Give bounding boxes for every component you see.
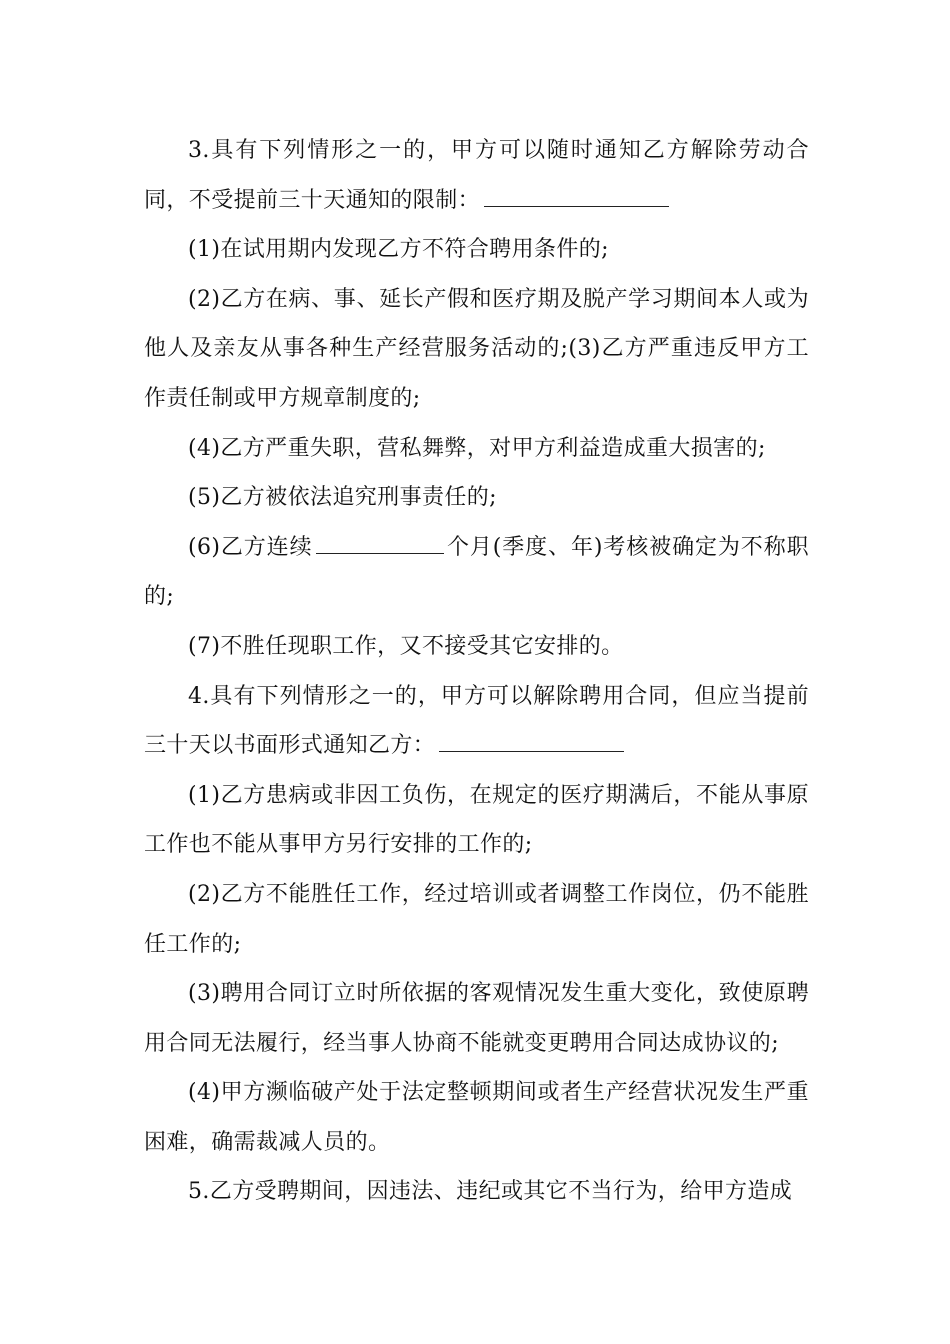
clause-text: (2)乙方不能胜任工作，经过培训或者调整工作岗位，仍不能胜任工作的; (144, 881, 809, 957)
clause-text: 5.乙方受聘期间，因违法、违纪或其它不当行为，给甲方造成 (188, 1179, 793, 1205)
clause-3-item-5 (144, 473, 809, 523)
clause-4-item-1 (144, 771, 809, 870)
clause-text: (7)不胜任现职工作，又不接受其它安排的。 (188, 633, 624, 659)
clause-3-item-2 (144, 275, 809, 424)
clause-4 (144, 672, 809, 771)
clause-text: (6)乙方连续 (188, 534, 313, 560)
clause-text: (2)乙方在病、事、延长产假和医疗期及脱产学习期间本人或为他人及亲友从事各种生产经营服务活动的;(3)乙方严重违反甲方工作责任制或甲方规章制度的; (144, 286, 809, 411)
clause-4-item-3 (144, 969, 809, 1068)
clause-text: (5)乙方被依法追究刑事责任的; (188, 485, 497, 511)
clause-text: (4)甲方濒临破产处于法定整顿期间或者生产经营状况发生严重困难，确需裁减人员的。 (144, 1080, 809, 1155)
clause-3-item-1 (144, 225, 809, 275)
clause-4-item-2 (144, 870, 809, 969)
clause-3-item-6 (144, 523, 809, 622)
fill-in-blank[interactable] (316, 531, 444, 554)
clause-text: (1)乙方患病或非因工负伤，在规定的医疗期满后，不能从事原工作也不能从事甲方另行安排的工作的; (144, 782, 809, 858)
clause-text-continued: 个月(季度、年)考核被确定为不称职的; (144, 534, 809, 610)
fill-in-blank[interactable] (484, 184, 669, 207)
clause-5 (144, 1167, 809, 1217)
clause-text: (4)乙方严重失职，营私舞弊，对甲方利益造成重大损害的; (188, 435, 766, 461)
clause-3-item-4 (144, 424, 809, 474)
clause-text: (1)在试用期内发现乙方不符合聘用条件的; (188, 237, 609, 263)
clause-text: 4.具有下列情形之一的，甲方可以解除聘用合同，但应当提前三十天以书面形式通知乙方： (144, 683, 809, 759)
clause-text: 3.具有下列情形之一的，甲方可以随时通知乙方解除劳动合同，不受提前三十天通知的限制： (144, 138, 809, 213)
clause-text: (3)聘用合同订立时所依据的客观情况发生重大变化，致使原聘用合同无法履行，经当事人协商不能就变更聘用合同达成协议的; (144, 981, 809, 1056)
clause-3-item-7 (144, 622, 809, 672)
clause-4-item-4 (144, 1068, 809, 1167)
document-body (144, 126, 809, 1217)
fill-in-blank[interactable] (439, 729, 624, 752)
clause-3 (144, 126, 809, 225)
